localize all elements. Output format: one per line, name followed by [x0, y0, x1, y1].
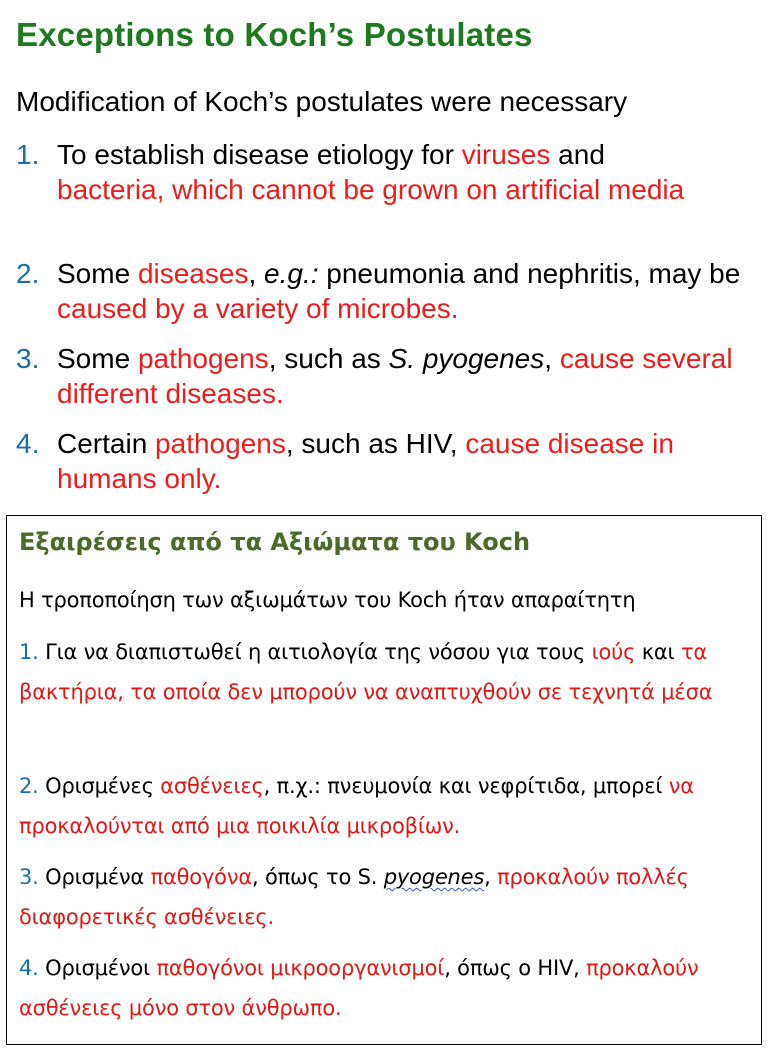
highlight-run: προκαλούν ασθένειες μόνο στον άνθρωπο.	[19, 956, 699, 1020]
italic-run: e.g.:	[264, 258, 319, 289]
greek-item-4	[19, 948, 755, 1028]
highlight-run: τα βακτήρια, τα οποία δεν μπορούν να αναπτυχθούν σε τεχνητά μέσα	[19, 640, 713, 704]
highlight-run: cause disease in humans only.	[57, 428, 674, 494]
item-number: 4.	[16, 428, 40, 459]
text-run: ,	[484, 865, 498, 889]
greek-item-3	[19, 857, 755, 937]
item-number: 3.	[16, 343, 40, 374]
greek-item-2	[19, 766, 755, 846]
text-run: Για να διαπιστωθεί η αιτιολογία της νόσου για τους	[38, 640, 592, 664]
greek-translation-box	[6, 515, 762, 1045]
text-run: ,	[544, 343, 560, 374]
highlight-run: προκαλούν πολλές διαφορετικές ασθένειες.	[19, 865, 689, 929]
highlight-run: pathogens	[155, 428, 286, 459]
item-number: 2.	[19, 774, 39, 798]
text-run: Ορισμένοι	[38, 956, 157, 980]
text-run: pneumonia and nephritis, may be	[318, 258, 741, 289]
spellcheck-underlined-word: pyogenes	[383, 865, 485, 889]
english-title: Exceptions to Koch’s Postulates	[16, 16, 533, 53]
highlight-run: pathogens	[137, 343, 269, 374]
highlight-run: παθογόνοι μικροοργανισμοί	[156, 956, 445, 980]
text-run: To establish disease etiology for	[57, 139, 462, 170]
item-number: 1.	[16, 139, 40, 170]
item-number: 4.	[19, 956, 39, 980]
highlight-run: ασθένειες	[160, 774, 264, 798]
highlight-run: cause several different diseases.	[57, 343, 733, 409]
text-run: , όπως ο HIV,	[444, 956, 587, 980]
text-run: , such as HIV,	[285, 428, 466, 459]
text-run: Some	[57, 258, 138, 289]
greek-intro: Η τροποποίηση των αξιωμάτων του Koch ήταν απαραίτητη	[19, 588, 636, 612]
item-text	[57, 341, 766, 411]
text-run: , όπως το S.	[252, 865, 384, 889]
highlight-run: bacteria, which cannot be grown on artificial media	[57, 174, 685, 205]
greek-title: Εξαιρέσεις από τα Αξιώματα του Koch	[19, 528, 531, 556]
item-text	[57, 256, 766, 326]
text-run: ,	[248, 258, 265, 289]
text-run: and	[550, 139, 605, 170]
highlight-run: να προκαλούνται από μια ποικιλία μικροβίων.	[19, 774, 694, 838]
text-run: και	[635, 640, 681, 664]
highlight-run: παθογόνα	[150, 865, 252, 889]
text-run: Some	[57, 343, 138, 374]
text-run: Certain	[57, 428, 156, 459]
item-number: 2.	[16, 258, 40, 289]
item-text	[57, 426, 766, 496]
text-run: , π.χ.: πνευμονία και νεφρίτιδα, μπορεί	[263, 774, 669, 798]
item-number: 1.	[19, 640, 39, 664]
highlight-run: diseases	[137, 258, 249, 289]
english-intro: Modification of Koch’s postulates were necessary	[16, 86, 628, 117]
greek-item-1	[19, 632, 755, 712]
item-text	[57, 137, 766, 207]
item-number: 3.	[19, 865, 39, 889]
italic-run: S. pyogenes	[388, 343, 545, 374]
text-run: Ορισμένα	[38, 865, 151, 889]
text-run: Ορισμένες	[38, 774, 161, 798]
highlight-run: ιούς	[591, 640, 636, 664]
highlight-run: viruses	[461, 139, 551, 170]
text-run: , such as	[268, 343, 389, 374]
highlight-run: caused by a variety of microbes.	[57, 293, 459, 324]
